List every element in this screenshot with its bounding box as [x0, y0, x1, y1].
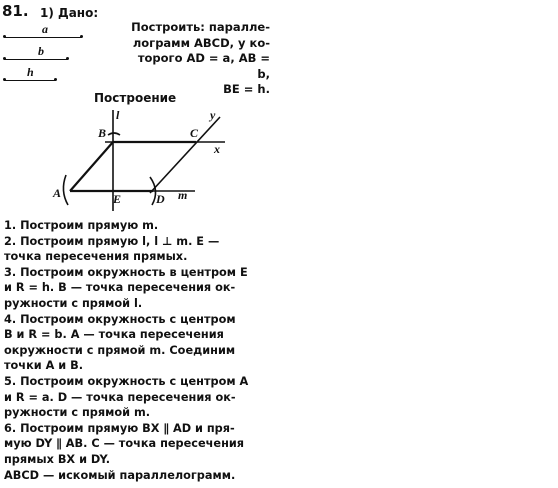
label-y: y — [210, 108, 216, 122]
side-ab — [70, 142, 113, 191]
step-line: точка пересечения прямых. — [4, 250, 188, 264]
step-line: 1. Построим прямую m. — [4, 219, 159, 232]
segment-a-label: a — [42, 22, 48, 36]
label-m: m — [178, 188, 188, 202]
label-x: x — [214, 142, 220, 156]
label-c: C — [190, 126, 199, 140]
segment-b-label: b — [38, 44, 44, 58]
arc-at-b — [108, 133, 120, 135]
task-line: BE = h. — [223, 82, 270, 96]
label-a: A — [53, 186, 62, 200]
step-line: ABCD — искомый параллелограмм. — [4, 468, 236, 482]
segment-h-label: h — [27, 65, 34, 79]
task-line: Построить: паралле- — [131, 20, 270, 34]
step-line: 4. Построим окружность с центром — [4, 312, 236, 326]
line-dy — [150, 117, 220, 193]
step-line: окружности с прямой m. Соединим — [4, 343, 236, 357]
step-line: и R = a. D — точка пересечения ок- — [4, 390, 236, 404]
label-e: E — [113, 192, 122, 206]
construction-steps — [4, 218, 274, 483]
step-line: и R = h. B — точка пересечения ок- — [4, 281, 236, 295]
given-label: 1) Дано: — [40, 6, 99, 20]
segment-b — [4, 59, 68, 60]
label-l: l — [116, 108, 120, 122]
step-line: B и R = b. A — точка пересечения — [4, 328, 224, 342]
step-line: ружности с прямой l. — [4, 296, 143, 310]
step-line: точки A и B. — [4, 359, 84, 373]
step-line: ружности с прямой m. — [4, 406, 151, 420]
step-line: 2. Построим прямую l, l ⊥ m. E — — [4, 234, 220, 248]
segment-a — [4, 37, 82, 38]
construction-figure — [50, 105, 240, 215]
step-line: 6. Построим прямую BX ∥ AD и пря- — [4, 421, 235, 435]
task-line: лограмм ABCD, у ко- — [132, 35, 270, 50]
step-line: 3. Построим окружность в центром E — [4, 265, 248, 279]
step-line: 5. Построим окружность с центром A — [4, 374, 249, 388]
segment-h — [4, 80, 56, 81]
construction-title: Построение — [94, 91, 177, 105]
step-line: прямых BX и DY. — [4, 452, 111, 466]
step-line: мую DY ∥ AB. C — точка пересечения — [4, 437, 245, 451]
label-d: D — [156, 192, 165, 206]
task-statement — [122, 20, 270, 98]
problem-number: 81. — [2, 2, 29, 20]
label-b: B — [98, 126, 107, 140]
task-line: торого AD = a, AB = b, — [137, 51, 270, 81]
arc-at-a — [63, 175, 68, 205]
